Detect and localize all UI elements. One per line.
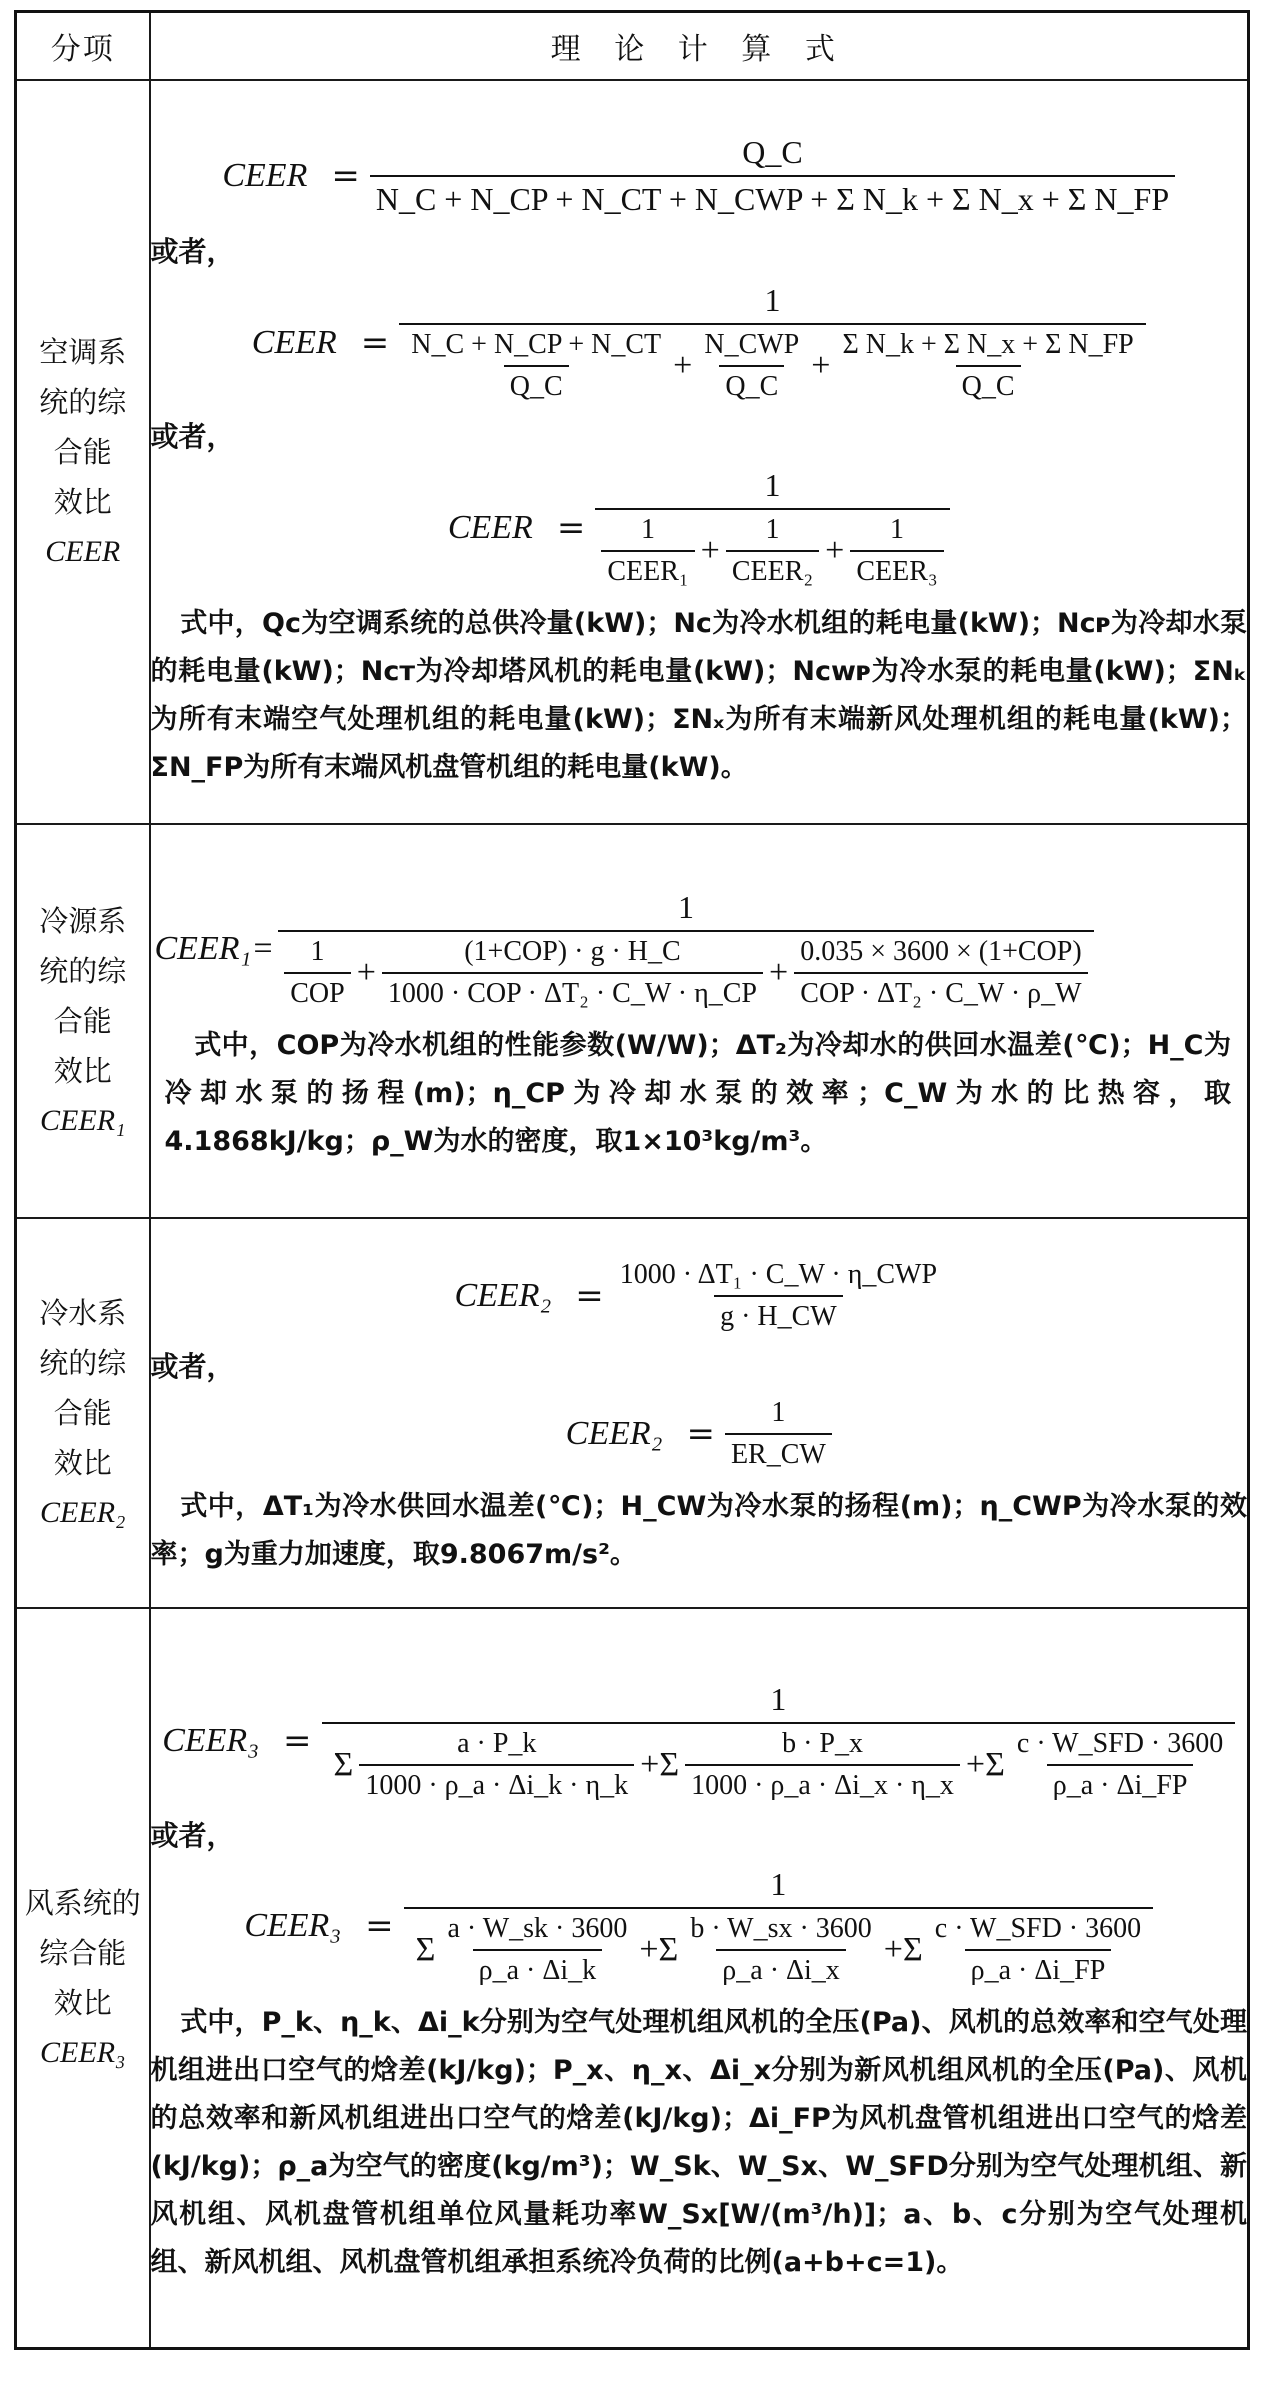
denominator: 1000 · COP · ΔT₂ · C_W · η_CP: [382, 972, 763, 1010]
denominator: ρ_a · Δi_k: [473, 1949, 603, 1987]
formula-lhs: CEER: [447, 508, 533, 546]
denominator: COP: [284, 972, 350, 1010]
label-line: 风系统的: [24, 1885, 141, 1920]
denominator: CEER₁: [601, 550, 694, 588]
denominator: CEER₂: [726, 550, 819, 588]
numerator: c · W_SFD · 3600: [934, 1912, 1142, 1944]
denominator: ρ_a · Δi_FP: [965, 1949, 1112, 1987]
connector-text: 或者，: [150, 235, 235, 268]
label-symbol: CEER₃: [40, 2035, 126, 2069]
row-ceer1: [16, 824, 1249, 1218]
label-symbol: CEER: [45, 535, 121, 568]
row-label: [16, 1608, 150, 2348]
formula-cell: [150, 824, 1249, 1218]
formula-3: CEER = 1 $\frac{1}{\text{CEER₁}}$ + $\frac{1}{\text{CEER₂}}$ + $\frac{1}{\text{CEER₃}}$: [151, 467, 1248, 588]
formula-cell: [150, 80, 1249, 824]
description-text: 式中，Qᴄ为空调系统的总供冷量(kW)；Nᴄ为冷水机组的耗电量(kW)；Nᴄᴘ为冷却水泵的耗电量(kW)；Nᴄᴛ为冷却塔风机的耗电量(kW)；Nᴄᴡᴘ为冷水泵的耗电量(kW)；ΣNₖ为所有末端空气处理机组的耗电量(kW)；ΣNₓ为所有末端新风处理机组的耗电量(kW)；ΣN_FP为所有末端风机盘管机组的耗电量(kW)。: [150, 608, 1247, 783]
formula-lhs: CEER₃: [244, 1907, 342, 1945]
label-line: 合能: [53, 435, 112, 469]
formula-lhs: CEER₂: [565, 1415, 663, 1452]
numerator: (1+COP) · g · H_C: [464, 935, 681, 967]
numerator: 1: [764, 282, 781, 318]
denominator: CEER₃: [850, 550, 943, 588]
formula-table: [14, 10, 1250, 2350]
formula-2: CEER = 1 $\frac{N\_C + N\_CP + N\_CT}{Q\_C}$ + $\frac{\text{N\_CWP}}{Q\_C}$ + $\frac{\text{Σ N\_k + Σ N\_x + Σ N\_FP}}{Q\_C}$: [151, 282, 1248, 403]
description-text: 式中，ΔT₁为冷水供回水温差(℃)；H_CW为冷水泵的扬程(m)；η_CWP为冷水泵的效率；g为重力加速度，取9.8067m/s²。: [150, 1491, 1247, 1570]
formula-lhs: CEER: [251, 323, 337, 361]
formula-lhs: CEER₁=: [154, 930, 275, 967]
label-line: 冷源系: [39, 904, 127, 938]
denominator: Q_C: [504, 365, 569, 403]
denominator: Q_C: [719, 365, 784, 403]
connector-text: 或者，: [150, 1350, 235, 1383]
row-label: [16, 80, 150, 824]
denominator: 1000 · ρ_a · Δi_x · η_x: [685, 1764, 960, 1802]
formula-lhs: CEER: [222, 157, 308, 194]
formula-lhs: CEER₂: [454, 1277, 552, 1314]
connector-text: 或者，: [150, 420, 235, 453]
numerator: Σ N_k + Σ N_x + Σ N_FP: [842, 329, 1134, 360]
label-line: 效比: [53, 1446, 112, 1480]
label-line: 统的综: [39, 385, 127, 419]
formula-1: CEER = $\frac{Q\_C}{\text{N\_C + N\_CP + N\_CT + N\_CWP + Σ N\_k + Σ N\_x + Σ N\_FP}}$: [151, 134, 1248, 218]
numerator: a · P_k: [457, 1727, 537, 1759]
formula-1: CEER₃ = 1 Σ $\frac{a \cdot P\_k}{1000 \cdot \rho\_a \cdot \Delta i\_k \cdot \eta\_k}$ +Σ $\frac{b \cdot P\_x}{1000 \cdot \rho\_a \cdot \Delta i\_x \cdot \eta\_x}$ +Σ $\frac{\text{c · W\_SFD · 3600}}{\rho\_a \cdot \Delta i\_FP}$: [151, 1681, 1248, 1802]
row-ceer2: [16, 1218, 1249, 1608]
denominator: g · H_CW: [714, 1295, 843, 1333]
numerator: 1: [770, 1865, 787, 1902]
formula-cell: [150, 1218, 1249, 1608]
header-formula: 理 论 计 算 式: [150, 12, 1249, 81]
denominator: Q_C: [956, 365, 1021, 403]
numerator: 1: [770, 1680, 787, 1717]
formula-lhs: CEER₃: [162, 1722, 260, 1760]
label-line: 综合能: [39, 1935, 127, 1970]
numerator: 1: [764, 467, 781, 503]
numerator: N_C + N_CP + N_CT: [411, 329, 662, 360]
formula-1: CEER₁= 1 $\frac{1}{\text{COP}}$ + $\frac{\text{(1+COP) · g · H\_C}}{\text{1000 · COP · ΔT₂ · C\_W · η\_CP}}$ + $\frac{\text{0.035 × 3600 × (1+COP)}}{\text{COP · ΔT₂ · C\_W · ρ\_W}}$: [155, 889, 1242, 1010]
label-symbol: CEER₁: [40, 1104, 126, 1137]
numerator: 1: [771, 1397, 786, 1428]
numerator: Q_C: [742, 134, 803, 170]
label-line: 效比: [53, 485, 112, 519]
formula-cell: [150, 1608, 1249, 2348]
numerator: N_CWP: [704, 329, 800, 360]
numerator: 1: [677, 888, 694, 925]
numerator: b · P_x: [782, 1727, 863, 1759]
formula-1: CEER₂ = $\frac{\text{1000 · ΔT₁ · C\_W · η\_CWP}}{g \cdot H\_CW}$: [151, 1259, 1248, 1333]
numerator: b · W_sx · 3600: [690, 1912, 872, 1944]
label-line: 冷水系: [39, 1296, 127, 1330]
numerator: 0.035 × 3600 × (1+COP): [800, 935, 1082, 967]
denominator: ρ_a · Δi_FP: [1047, 1764, 1194, 1802]
row-label: [16, 824, 150, 1218]
label-symbol: CEER₂: [40, 1496, 126, 1529]
label-line: 统的综: [39, 954, 127, 988]
denominator: 1000 · ρ_a · Δi_k · η_k: [359, 1764, 634, 1802]
label-line: 空调系: [39, 335, 127, 369]
label-line: 效比: [53, 1985, 112, 2020]
denominator: ER_CW: [725, 1433, 832, 1471]
formula-2: CEER₃ = 1 Σ $\frac{a \cdot W\_sk \cdot 3600}{\rho\_a \cdot \Delta i\_k}$ +Σ $\frac{b \cdot W\_sx \cdot 3600}{\rho\_a \cdot \Delta i\_x}$ +Σ $\frac{\text{c · W\_SFD · 3600}}{\rho\_a \cdot \Delta i\_FP}$: [151, 1866, 1248, 1987]
label-line: 统的综: [39, 1346, 127, 1380]
denominator: N_C + N_CP + N_CT + N_CWP + Σ N_k + Σ N_x + Σ N_FP: [370, 175, 1175, 218]
row-ceer3: [16, 1608, 1249, 2348]
row-label: [16, 1218, 150, 1608]
numerator: 1: [310, 935, 325, 967]
row-ceer: [16, 80, 1249, 824]
formula-2: CEER₂ = $\frac{1}{ER\_CW}$: [151, 1397, 1248, 1471]
numerator: a · W_sk · 3600: [447, 1912, 628, 1944]
label-line: 合能: [53, 1396, 112, 1430]
denominator: COP · ΔT₂ · C_W · ρ_W: [794, 972, 1087, 1010]
header-item: 分项: [16, 12, 150, 81]
connector-text: 或者，: [150, 1818, 235, 1852]
description-text: 式中，COP为冷水机组的性能参数(W/W)；ΔT₂为冷却水的供回水温差(℃)；H_C为冷却水泵的扬程(m)；η_CP为冷却水泵的效率；C_W为水的比热容，取4.1868kJ/kg；ρ_W为水的密度，取1×10³kg/m³。: [164, 1029, 1231, 1157]
label-line: 效比: [53, 1054, 112, 1088]
denominator: ρ_a · Δi_x: [716, 1949, 846, 1987]
table-header-row: [16, 12, 1249, 81]
numerator: 1000 · ΔT₁ · C_W · η_CWP: [619, 1259, 938, 1290]
description-text: 式中，P_k、η_k、Δi_k分别为空气处理机组风机的全压(Pa)、风机的总效率和空气处理机组进出口空气的焓差(kJ/kg)；P_x、η_x、Δi_x分别为新风机组风机的全压(Pa)、风机的总效率和新风机组进出口空气的焓差(kJ/kg)；Δi_FP为风机盘管机组进出口空气的焓差(kJ/kg)；ρ_a为空气的密度(kg/m³)；W_Sk、W_Sx、W_SFD分别为空气处理机组、新风机组、风机盘管机组单位风量耗功率W_Sx[W/(m³/h)]；a、b、c分别为空气处理机组、新风机组、风机盘管机组承担系统冷负荷的比例(a+b+c=1)。: [150, 2006, 1247, 2278]
label-line: 合能: [53, 1004, 112, 1038]
numerator: c · W_SFD · 3600: [1016, 1727, 1224, 1759]
